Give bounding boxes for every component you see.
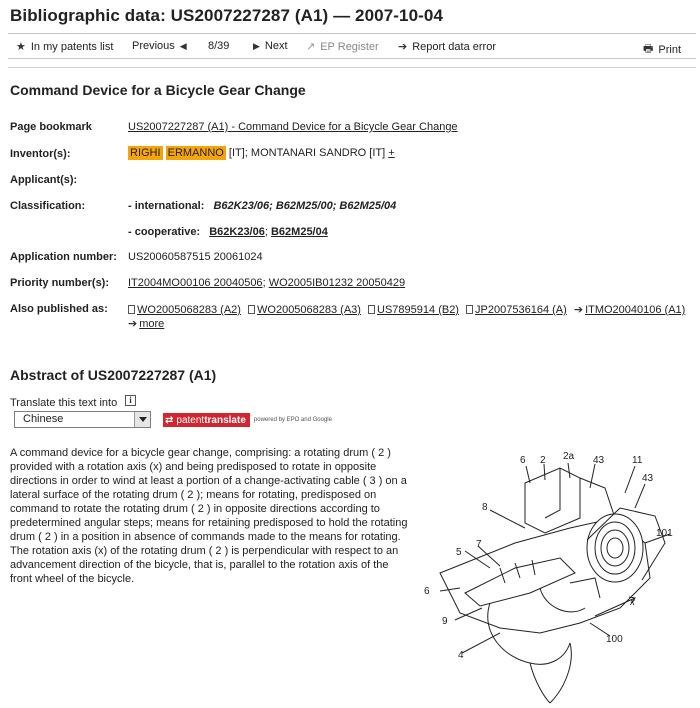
inventors-label: Inventor(s): [10, 148, 71, 160]
cooperative-link-1[interactable]: B62K23/06 [209, 226, 265, 238]
print-label: Print [658, 43, 682, 56]
info-icon[interactable]: i [125, 395, 136, 406]
also-published-link[interactable]: US7895914 (B2) [377, 304, 459, 316]
inventors-value [128, 147, 395, 159]
language-select-value: Chinese [23, 413, 64, 425]
next-button[interactable] [253, 40, 288, 52]
international-label: - international: [128, 200, 205, 212]
bookmark-link-text[interactable]: US2007227287 (A1) - Command Device for a Bicycle Gear Change [128, 121, 458, 133]
classification-label: Classification: [10, 200, 86, 212]
star-icon: ★ [16, 41, 26, 53]
powered-by-text: powered by EPO and Google [253, 417, 332, 423]
drawing-label: 2 [540, 455, 546, 466]
arrow-right-icon: ➔ [398, 41, 408, 53]
inventor-highlight-1: RIGHI [130, 147, 161, 159]
drawing-label: 11 [632, 455, 643, 466]
also-published-link[interactable]: ITMO20040106 (A1) [585, 304, 686, 316]
swap-arrows-icon: ⇄ [165, 414, 174, 426]
previous-button[interactable] [132, 40, 187, 52]
next-label: Next [264, 40, 288, 52]
page-title: Bibliographic data: US2007227287 (A1) — 2007-10-04 [10, 6, 444, 25]
abstract-title: Abstract of US2007227287 (A1) [10, 367, 217, 383]
inventor-more-link[interactable]: + [388, 147, 395, 159]
application-number-label: Application number: [10, 251, 117, 263]
more-link[interactable]: more [139, 318, 165, 330]
bookmark-label: Page bookmark [10, 121, 92, 133]
drawing-label: 6 [520, 455, 526, 466]
translate-label: Translate this text into [10, 397, 118, 409]
also-published-list [128, 303, 685, 316]
print-button[interactable] [643, 40, 681, 59]
language-select[interactable] [14, 411, 151, 428]
drawing-label: 2a [563, 451, 575, 462]
external-arrow-icon: ↗ [306, 41, 316, 53]
also-published-link[interactable]: WO2005068283 (A3) [257, 304, 361, 316]
also-published-more[interactable] [128, 317, 164, 330]
printer-icon: 🖶 [643, 43, 654, 55]
toolbar [8, 33, 696, 59]
my-patents-button[interactable] [16, 40, 113, 53]
triangle-left-icon: ◀ [179, 40, 187, 51]
drawing-label: 4 [458, 650, 464, 661]
priority-separator: ; [262, 277, 266, 289]
drawing-label: 8 [482, 502, 488, 513]
doc-icon [128, 305, 135, 314]
also-published-link[interactable]: JP2007536164 (A) [475, 304, 567, 316]
priority-label: Priority number(s): [10, 277, 110, 289]
patenttranslate-brand-1: patent [176, 414, 205, 426]
patent-drawing [420, 448, 692, 706]
ep-register-button[interactable] [306, 40, 379, 53]
drawing-label: 9 [442, 616, 448, 627]
doc-icon [248, 305, 255, 314]
inventor-rest: [IT]; MONTANARI SANDRO [IT] [228, 147, 386, 159]
international-value: B62K23/06; B62M25/00; B62M25/04 [213, 200, 397, 212]
priority-link-2[interactable]: WO2005IB01232 20050429 [268, 277, 406, 289]
drawing-label: 5 [456, 547, 462, 558]
drawing-label: 43 [593, 455, 605, 466]
abstract-text: A command device for a bicycle gear change, comprising: a rotating drum ( 2 ) provided with a rotation axis (x) and being predisposed to rotate in opposite directions in order to wind at least a portion of a change-activating cable ( 3 ) on a lateral surface of the rotating drum ( 2 ); means for rotating, predisposed on command to rotate the rotating drum ( 2 ) in opposite directions according to predetermined angular steps; means for retaining predisposed to hold the rotating drum ( 2 ) in a position in absence of commands made to the means for rotating. The rotation axis (x) of the rotating drum ( 2 ) is perpendicular with respect to an advancement direction of the bicycle, that is, parallel to the rotation axis of the front wheel of the bicycle. [10, 447, 408, 585]
drawing-label: 100 [606, 634, 623, 645]
priority-link-1[interactable]: IT2004MO00106 20040506 [128, 277, 263, 289]
priority-value [128, 277, 405, 289]
patenttranslate-button[interactable] [163, 413, 332, 427]
patenttranslate-logo [163, 413, 250, 427]
report-error-label: Report data error [412, 40, 496, 53]
ep-register-label: EP Register [320, 40, 379, 53]
application-number-value: US20060587515 20061024 [128, 251, 263, 263]
also-published-label: Also published as: [10, 303, 108, 315]
drawing-label: x [630, 597, 635, 608]
cooperative-separator: ; [264, 226, 268, 238]
drawing-label: 7 [476, 539, 482, 550]
previous-label: Previous [132, 40, 175, 52]
applicants-label: Applicant(s): [10, 174, 78, 186]
my-patents-label: In my patents list [30, 40, 114, 53]
classification-cooperative [128, 226, 328, 238]
drawing-label: 43 [642, 473, 654, 484]
document-title: Command Device for a Bicycle Gear Change [10, 82, 306, 98]
bookmark-link[interactable] [128, 121, 458, 133]
drawing-label: 6 [424, 586, 430, 597]
also-published-link[interactable]: WO2005068283 (A2) [137, 304, 241, 316]
arrow-right-icon: ➔ [128, 318, 138, 330]
doc-icon [368, 305, 375, 314]
pager-indicator: 8/39 [208, 40, 230, 52]
chevron-down-icon[interactable] [134, 412, 150, 427]
report-error-button[interactable] [398, 40, 496, 53]
patenttranslate-brand-2: translate [204, 414, 246, 426]
inventor-highlight-2: ERMANNO [167, 147, 224, 159]
arrow-right-icon: ➔ [573, 304, 584, 316]
drawing-label: 101 [656, 528, 673, 539]
doc-icon [466, 305, 473, 314]
cooperative-label: - cooperative: [128, 226, 201, 238]
triangle-right-icon: ▶ [253, 40, 260, 51]
cooperative-link-2[interactable]: B62M25/04 [270, 226, 328, 238]
classification-international [128, 200, 396, 212]
